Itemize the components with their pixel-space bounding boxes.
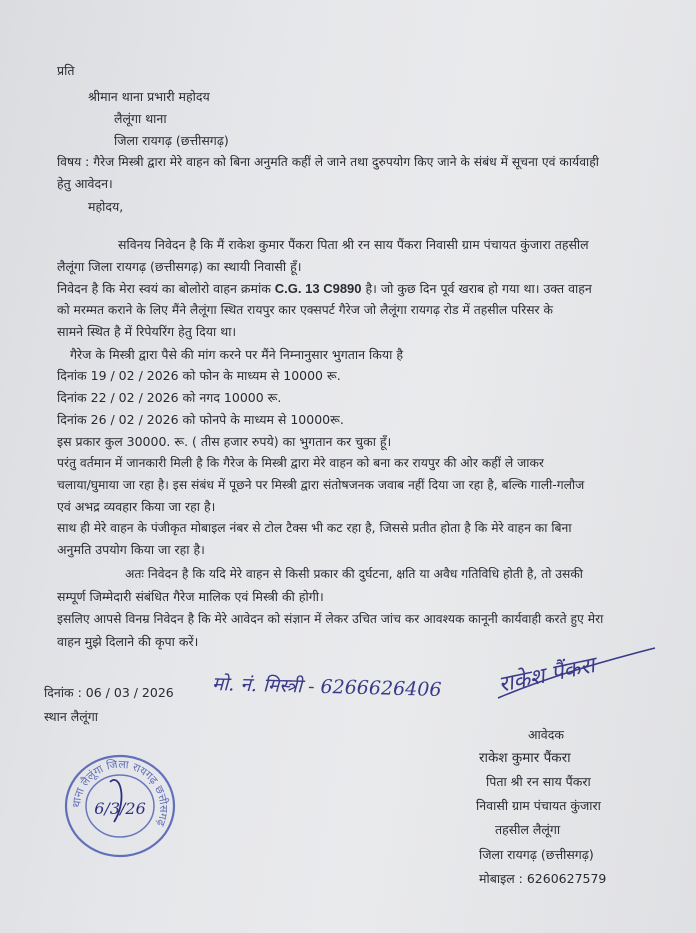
- letter-place: स्थान लैलूंगा: [44, 709, 98, 724]
- applicant-name: राकेश कुमार पैंकरा: [479, 750, 571, 766]
- payment-total: इस प्रकार कुल 30000. रू. ( तीस हजार रुपये) का भुगतान कर चुका हूँ।: [57, 434, 392, 449]
- addressee-line1: श्रीमान थाना प्रभारी महोदय: [88, 89, 210, 104]
- para1-line1: सविनय निवेदन है कि मैं राकेश कुमार पैंकरा पिता श्री रन साय पैंकरा निवासी ग्राम पंचायत कुंजारा तहसील: [118, 237, 589, 252]
- para1-line2: लैलूंगा जिला रायगढ़ (छत्तीसगढ़) का स्थायी निवासी हूँ।: [57, 259, 302, 274]
- police-station-seal: [62, 752, 178, 860]
- salutation: महोदय,: [88, 199, 124, 214]
- addressee-line2: लैलूंगा थाना: [114, 111, 167, 126]
- para2-text-post: है। जो कुछ दिन पूर्व खराब हो गया था। उक्त वाहन: [365, 281, 592, 296]
- applicant-tehsil: तहसील लैलूंगा: [495, 822, 561, 837]
- payment-1: दिनांक 19 / 02 / 2026 को फोन के माध्यम से 10000 रू.: [57, 368, 341, 383]
- para5-line2: अनुमति उपयोग किया जा रहा है।: [57, 542, 205, 557]
- seal-text: थाना लैलूंगा जिला रायगढ़ छत्तीसगढ़: [69, 757, 171, 828]
- letter-date: दिनांक : 06 / 03 / 2026: [44, 685, 174, 700]
- para2-text-pre: निवेदन है कि मेरा स्वयं का बोलोरो वाहन क्रमांक: [57, 281, 271, 296]
- para3: गैरेज के मिस्त्री द्वारा पैसे की मांग करने पर मैंने निम्नानुसार भुगतान किया है: [70, 347, 403, 362]
- applicant-district: जिला रायगढ़ (छत्तीसगढ़): [479, 847, 594, 862]
- para4-line1: परंतु वर्तमान में जानकारी मिली है कि गैरेज के मिस्त्री द्वारा मेरे वाहन को बना कर रायपुर की ओर कहीं ले जाकर: [57, 456, 544, 470]
- para2-line3: सामने स्थित है में रिपेयरिंग हेतु दिया था।: [57, 324, 237, 339]
- para7-line1: इसलिए आपसे विनम्र निवेदन है कि मेरे आवेदन को संज्ञान में लेकर उचित जांच कर आवश्यक कानूनी कार्यवाही करते हुए मेरा: [57, 612, 604, 626]
- payment-3: दिनांक 26 / 02 / 2026 को फोनपे के माध्यम से 10000रू.: [57, 412, 344, 427]
- para7-line2: वाहन मुझे दिलाने की कृपा करें।: [57, 634, 199, 649]
- addressee-prefix: प्रति: [57, 63, 75, 78]
- subject-line2: हेतु आवेदन।: [57, 176, 113, 191]
- para6-line1: अतः निवेदन है कि यदि मेरे वाहन से किसी प्रकार की दुर्घटना, क्षति या अवैध गतिविधि होती है, तो उसकी: [125, 567, 583, 581]
- handwritten-mechanic-mobile: मो. नं. मिस्त्री - 6266626406: [211, 673, 442, 701]
- signature-flourish: [490, 640, 660, 710]
- payment-2: दिनांक 22 / 02 / 2026 को नगद 10000 रू.: [57, 390, 282, 405]
- applicant-address: निवासी ग्राम पंचायत कुंजारा: [476, 798, 601, 813]
- para4-line3: एवं अभद्र व्यवहार किया जा रहा है।: [57, 499, 216, 514]
- addressee-line3: जिला रायगढ़ (छत्तीसगढ़): [114, 133, 229, 148]
- vehicle-number: C.G. 13 C9890: [274, 281, 362, 296]
- para2-line1: [57, 280, 592, 299]
- para4-line2: चलाया/घुमाया जा रहा है। इस संबंध में पूछने पर मिस्त्री द्वारा संतोषजनक जवाब नहीं दिया जा रहा है, बल्कि गाली-गलौज: [57, 478, 585, 492]
- para2-line2: को मरम्मत कराने के लिए मैंने लैलूंगा स्थित रायपुर कार एक्सपर्ट गैरेज जो लैलूंगा रायगढ़ रोड में तहसील परिसर के: [57, 303, 553, 317]
- applicant-father: पिता श्री रन साय पैंकरा: [486, 774, 591, 789]
- applicant-label: आवेदक: [528, 727, 564, 742]
- applicant-signature: राकेश पैंकरा: [496, 653, 598, 698]
- para5-line1: साथ ही मेरे वाहन के पंजीकृत मोबाइल नंबर से टोल टैक्स भी कट रहा है, जिससे प्रतीत होता है कि मेरे वाहन का बिना: [57, 521, 572, 535]
- subject-line1: विषय : गैरेज मिस्त्री द्वारा मेरे वाहन को बिना अनुमति कहीं ले जाने तथा दुरुपयोग किए जाने के संबंध में सूचना एवं कार्यवाही: [57, 155, 599, 169]
- seal-handwritten-date: 6/3/26: [94, 799, 146, 818]
- para6-line2: सम्पूर्ण जिम्मेदारी संबंधित गैरेज मालिक एवं मिस्त्री की होगी।: [57, 589, 324, 604]
- applicant-mobile: मोबाइल : 6260627579: [479, 871, 607, 886]
